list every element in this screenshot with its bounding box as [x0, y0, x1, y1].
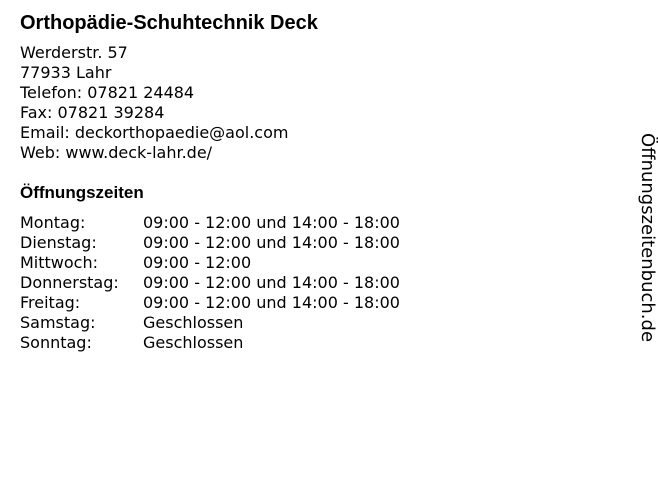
day-label: Sonntag: — [20, 333, 92, 352]
time-value: 09:00 - 12:00 — [143, 253, 252, 272]
hours-heading: Öffnungszeiten — [20, 183, 144, 202]
phone[interactable]: Telefon: 07821 24484 — [20, 83, 195, 102]
time-value: Geschlossen — [143, 313, 244, 332]
day-label: Donnerstag: — [20, 273, 119, 292]
business-name: Orthopädie-Schuhtechnik Deck — [20, 12, 318, 34]
city: 77933 Lahr — [20, 63, 112, 82]
time-value: Geschlossen — [143, 333, 244, 352]
time-value: 09:00 - 12:00 und 14:00 - 18:00 — [143, 273, 400, 292]
day-label: Dienstag: — [20, 233, 97, 252]
time-value: 09:00 - 12:00 und 14:00 - 18:00 — [143, 293, 400, 312]
website[interactable]: Web: www.deck-lahr.de/ — [20, 143, 213, 162]
street: Werderstr. 57 — [20, 43, 128, 62]
email[interactable]: Email: deckorthopaedie@aol.com — [20, 123, 289, 142]
time-value: 09:00 - 12:00 und 14:00 - 18:00 — [143, 233, 400, 252]
site-brand: Öffnungszeitenbuch.de — [637, 133, 658, 343]
fax: Fax: 07821 39284 — [20, 103, 165, 122]
day-label: Montag: — [20, 213, 86, 232]
day-label: Mittwoch: — [20, 253, 98, 272]
day-label: Freitag: — [20, 293, 81, 312]
time-value: 09:00 - 12:00 und 14:00 - 18:00 — [143, 213, 400, 232]
contact-block — [20, 43, 288, 163]
day-label: Samstag: — [20, 313, 96, 332]
